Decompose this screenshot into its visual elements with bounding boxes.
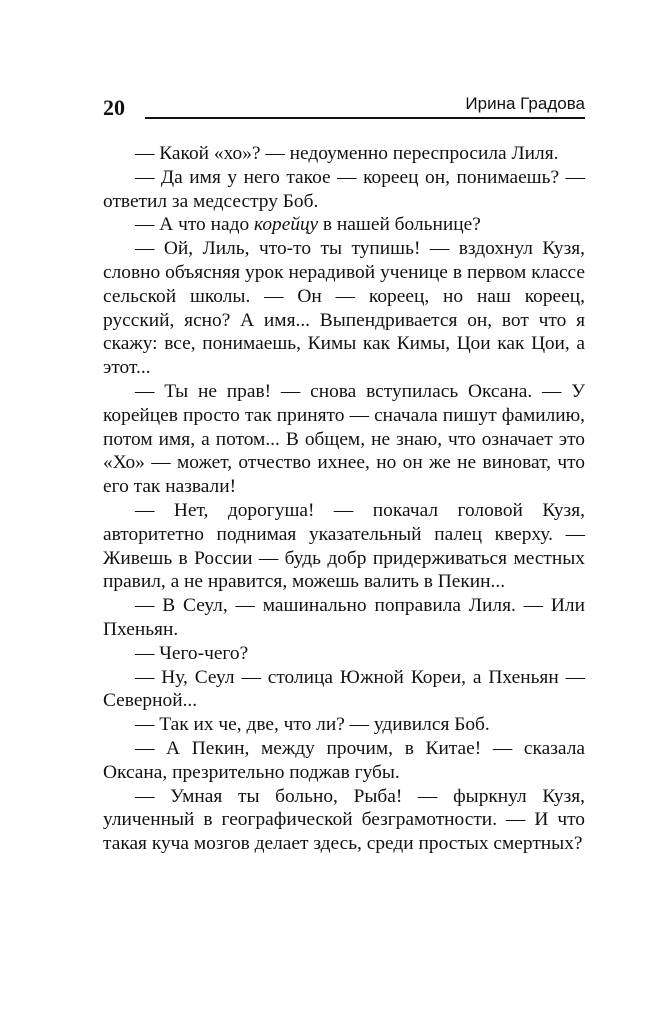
emphasis-text: корейцу [254, 214, 319, 236]
page-number: 20 [103, 95, 125, 120]
paragraph: — Чего-чего? [135, 642, 249, 664]
running-header [103, 92, 585, 122]
paragraph: — Ну, Сеул — столица Южной Кореи, а Пхеньян — Северной... [103, 666, 585, 712]
paragraph: — В Сеул, — машинально поправила Лиля. — Или Пхеньян. [103, 595, 585, 640]
paragraph [103, 213, 585, 237]
running-title: Ирина Градова [465, 94, 585, 113]
paragraph: — Какой «хо»? — недоуменно переспросила Лиля. [135, 143, 559, 164]
paragraph-text: — А что надо [135, 214, 254, 236]
paragraph: — Ты не прав! — снова вступилась Оксана. — У корейцев просто так принято — сначала пишут фамилию, потом имя, а потом... В общем, не знаю, что означает это «Хо» — может, отчество ихнее, но он же не виноват, что его так назвали! [103, 380, 585, 498]
paragraph: — Нет, дорогуша! — покачал головой Кузя, авторитетно поднимая указательный палец кверху. — Живешь в России — будь добр придерживаться местных правил, а не нравится, можешь валить в Пекин... [103, 499, 585, 593]
body-text [103, 142, 585, 856]
header-rule [145, 117, 585, 119]
paragraph: — Так их че, две, что ли? — удивился Боб. [135, 714, 490, 736]
paragraph: — А Пекин, между прочим, в Китае! — сказала Оксана, презрительно поджав губы. [103, 737, 585, 783]
paragraph: — Да имя у него такое — кореец он, понимаешь? — ответил за медсестру Боб. [103, 166, 585, 212]
paragraph: — Ой, Лиль, что-то ты тупишь! — вздохнул Кузя, словно объясняя урок нерадивой ученице в первом классе сельской школы. — Он — кореец, но наш кореец, русский, ясно? А имя... Выпендривается он, вот что я скажу: все, понимаешь, Кимы как Кимы, Цои как Цои, а этот... [103, 238, 585, 379]
paragraph-text: в нашей больнице? [318, 214, 481, 236]
paragraph: — Умная ты больно, Рыба! — фыркнул Кузя, уличенный в географической безграмотности. — И что такая куча мозгов делает здесь, среди простых смертных? [103, 785, 585, 855]
